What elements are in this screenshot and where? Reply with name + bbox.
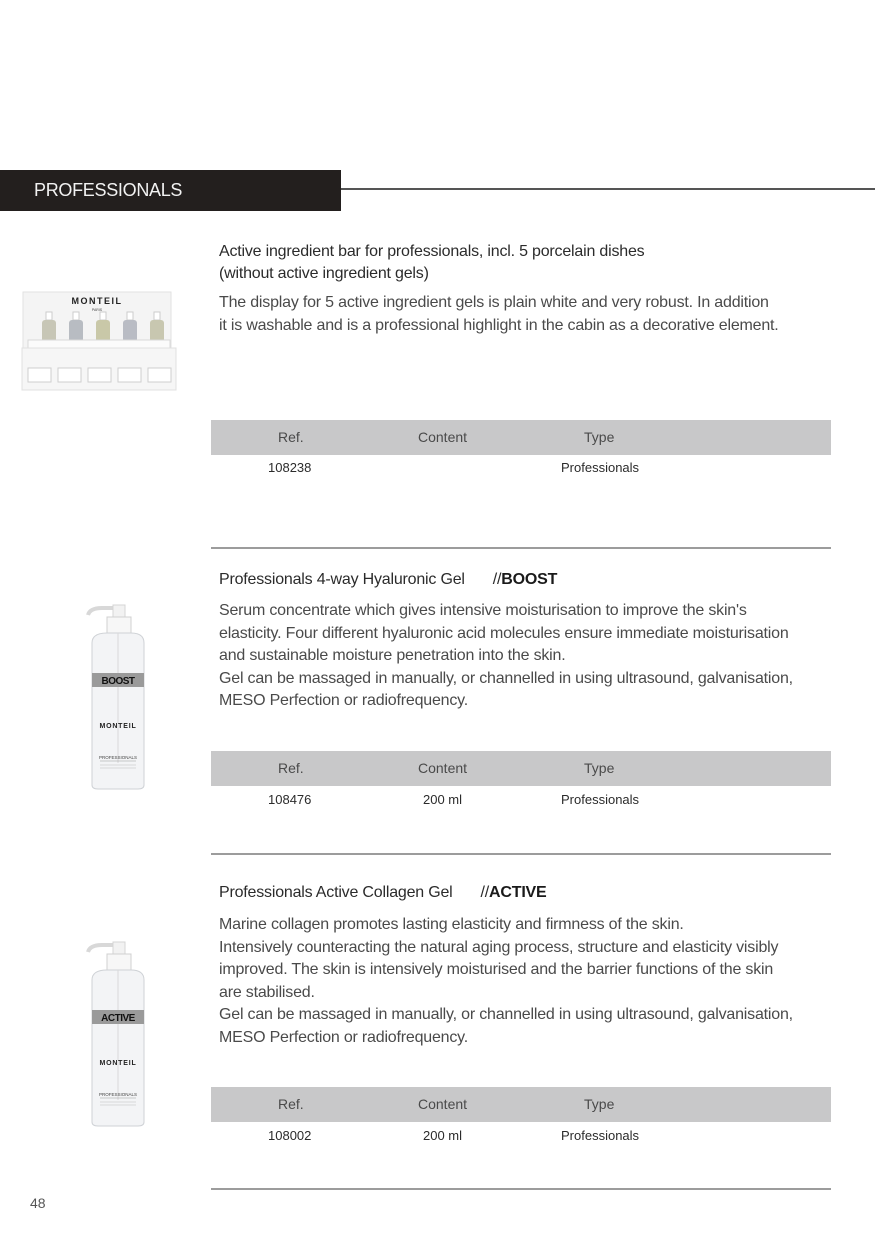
product-title: Professionals 4-way Hyaluronic Gel //BOOST [219,571,558,588]
divider [211,853,831,855]
page-number: 48 [30,1195,46,1211]
table-row [211,460,831,480]
bottle-label: ACTIVE [101,1013,135,1024]
cell-content: 200 ml [423,1128,463,1143]
header-type: Type [584,429,615,445]
product-image-active [80,940,150,1130]
header-ref: Ref. [278,760,304,776]
header-type: Type [584,760,615,776]
svg-text:PROFESSIONALS: PROFESSIONALS [98,1092,138,1097]
product-description: Marine collagen promotes lasting elasticity and firmness of the skin. Intensively counteracting the natural aging process, structure and elasticity visibly improved. The skin is intensively moisturised and the barrier functions of the skin are stabilised. Gel can be massaged in manually, or channelled in using ultrasound, galvanisation, MESO Perfection or radiofrequency. [219,916,793,1046]
cell-type: Professionals [561,792,640,807]
divider [211,547,831,549]
cell-ref: 108238 [268,460,312,475]
cell-ref: 108476 [268,792,312,807]
divider [211,1188,831,1190]
header-type: Type [584,1096,615,1112]
svg-text:MONTEIL: MONTEIL [99,723,137,730]
cell-content: 200 ml [423,792,463,807]
pump-bottle-icon [80,603,150,793]
product-display-icon [18,290,188,396]
section-title: PROFESSIONALS [34,180,183,200]
section-rule [341,188,875,190]
header-content: Content [418,760,468,776]
header-ref: Ref. [278,429,304,445]
product-description: Serum concentrate which gives intensive moisturisation to improve the skin's elasticity. Four different hyaluronic acid molecules ensure immediate moisturisation and sustainable moisture penetration into the skin. Gel can be massaged in manually, or channelled in using ultrasound, galvanisation, MESO Perfection or radiofrequency. [219,602,793,709]
cell-type: Professionals [561,460,640,475]
product-description: The display for 5 active ingredient gels is plain white and very robust. In addition it is washable and is a professional highlight in the cabin as a decorative element. [219,294,779,334]
pump-bottle-icon [80,940,150,1130]
product-title: Active ingredient bar for professionals, incl. 5 porcelain dishes (without active ingredient gels) [219,243,645,282]
svg-text:PROFESSIONALS: PROFESSIONALS [98,755,138,760]
header-content: Content [418,429,468,445]
product-title: Professionals Active Collagen Gel //ACTIVE [219,884,547,901]
display-brand: MONTEIL [71,296,123,306]
table-row [211,1128,831,1148]
table-header [211,751,831,786]
product-image-boost [80,603,150,793]
product-image-display [18,290,188,396]
cell-ref: 108002 [268,1128,312,1143]
table-header [211,420,831,455]
product-tag: BOOST [501,571,558,588]
cell-type: Professionals [561,1128,640,1143]
bottle-label: BOOST [101,676,135,687]
table-row [211,792,831,812]
svg-text:MONTEIL: MONTEIL [99,1060,137,1067]
product-tag: ACTIVE [489,884,547,901]
header-ref: Ref. [278,1096,304,1112]
svg-text:PARIS: PARIS [91,308,103,312]
table-header [211,1087,831,1122]
header-content: Content [418,1096,468,1112]
